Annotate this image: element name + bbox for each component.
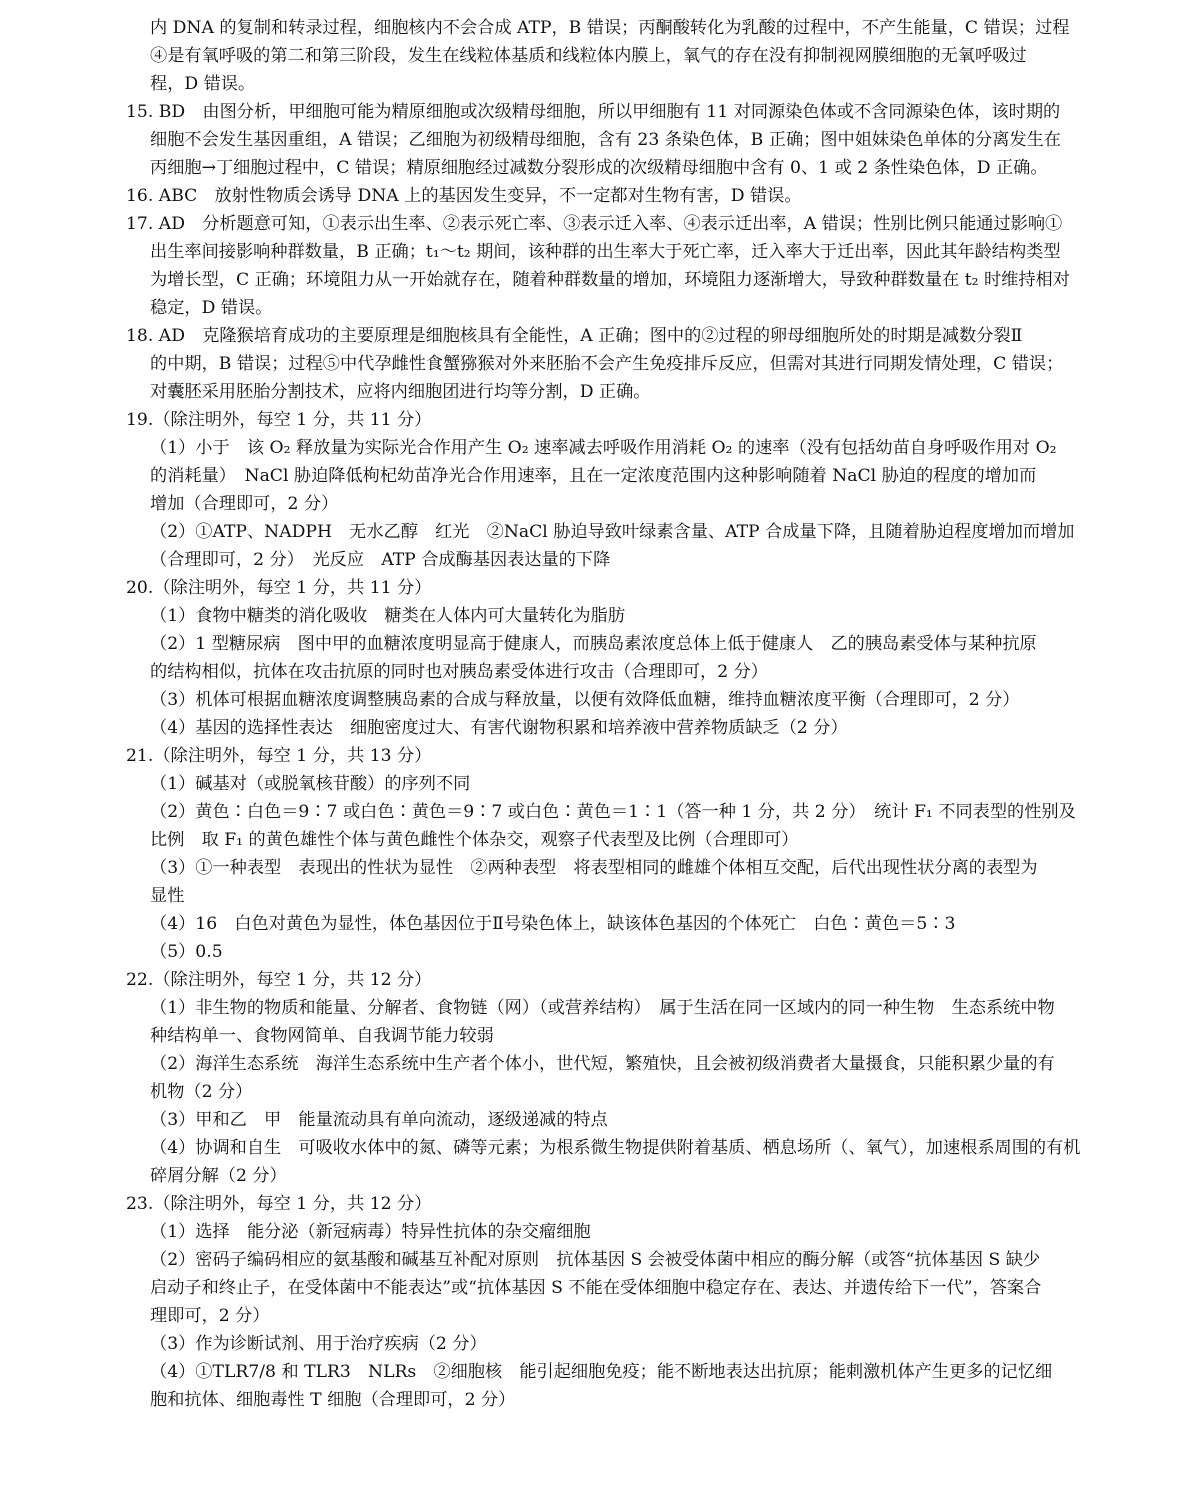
text-line: （1）碱基对（或脱氧核苷酸）的序列不同 — [150, 774, 471, 794]
text-line: 内 DNA 的复制和转录过程，细胞核内不会合成 ATP，B 错误；丙酮酸转化为乳酸的过程中，不产生能量，C 错误；过程 — [150, 18, 1070, 38]
text-line: 胞和抗体、细胞毒性 T 细胞（合理即可，2 分） — [150, 1390, 516, 1410]
text-line: （3）机体可根据血糖浓度调整胰岛素的合成与释放量，以便有效降低血糖，维持血糖浓度平衡（合理即可，2 分） — [150, 690, 1020, 710]
text-line: 的结构相似，抗体在攻击抗原的同时也对胰岛素受体进行攻击（合理即可，2 分） — [150, 662, 768, 682]
text-line: （2）海洋生态系统 海洋生态系统中生产者个体小，世代短，繁殖快，且会被初级消费者大量摄食，只能积累少量的有 — [150, 1054, 1055, 1074]
text-line: 对囊胚采用胚胎分割技术，应将内细胞团进行均等分割，D 正确。 — [150, 382, 651, 402]
text-line: （1）食物中糖类的消化吸收 糖类在人体内可大量转化为脂肪 — [150, 606, 626, 626]
text-line: 显性 — [150, 886, 185, 906]
text-line: （3）①一种表型 表现出的性状为显性 ②两种表型 将表型相同的雌雄个体相互交配，后代出现性状分离的表型为 — [150, 858, 1038, 878]
text-line: 种结构单一、食物网简单、自我调节能力较弱 — [150, 1026, 494, 1046]
answer-21-header: 21.（除注明外，每空 1 分，共 13 分） — [126, 746, 432, 766]
text-line: （3）作为诊断试剂、用于治疗疾病（2 分） — [150, 1334, 487, 1354]
answer-23-header: 23.（除注明外，每空 1 分，共 12 分） — [126, 1194, 432, 1214]
text-line: 稳定，D 错误。 — [150, 298, 273, 318]
answer-15: 15. BD 由图分析，甲细胞可能为精原细胞或次级精母细胞，所以甲细胞有 11 对同源染色体或不含同源染色体，该时期的 — [126, 102, 1061, 122]
text-line: （1）选择 能分泌（新冠病毒）特异性抗体的杂交瘤细胞 — [150, 1222, 591, 1242]
text-line: 细胞不会发生基因重组，A 错误；乙细胞为初级精母细胞，含有 23 条染色体，B 正确；图中姐妹染色单体的分离发生在 — [150, 130, 1061, 150]
text-line: （4）①TLR7/8 和 TLR3 NLRs ②细胞核 能引起细胞免疫；能不断地表达出抗原；能刺激机体产生更多的记忆细 — [150, 1362, 1053, 1382]
text-line: （4）协调和自生 可吸收水体中的氮、磷等元素；为根系微生物提供附着基质、栖息场所（、氧气），加速根系周围的有机 — [150, 1138, 1081, 1158]
answer-16: 16. ABC 放射性物质会诱导 DNA 上的基因发生变异，不一定都对生物有害，D 错误。 — [126, 186, 802, 206]
answer-18: 18. AD 克隆猴培育成功的主要原理是细胞核具有全能性，A 正确；图中的②过程的卵母细胞所处的时期是减数分裂Ⅱ — [126, 326, 1023, 346]
answer-22-header: 22.（除注明外，每空 1 分，共 12 分） — [126, 970, 432, 990]
text-line: ④是有氧呼吸的第二和第三阶段，发生在线粒体基质和线粒体内膜上，氧气的存在没有抑制视网膜细胞的无氧呼吸过 — [150, 46, 1027, 66]
text-line: （4）16 白色对黄色为显性，体色基因位于Ⅱ号染色体上，缺该体色基因的个体死亡 白色∶黄色＝5∶3 — [150, 914, 956, 934]
text-line: 比例 取 F₁ 的黄色雄性个体与黄色雌性个体杂交，观察子代表型及比例（合理即可） — [150, 830, 799, 850]
text-line: 碎屑分解（2 分） — [150, 1166, 287, 1186]
answer-20-header: 20.（除注明外，每空 1 分，共 11 分） — [126, 578, 432, 598]
text-line: （合理即可，2 分） 光反应 ATP 合成酶基因表达量的下降 — [150, 550, 611, 570]
text-line: （1）非生物的物质和能量、分解者、食物链（网）（或营养结构） 属于生活在同一区域内的同一种生物 生态系统中物 — [150, 998, 1055, 1018]
text-line: 的中期，B 错误；过程⑤中代孕雌性食蟹猕猴对外来胚胎不会产生免疫排斥反应，但需对其进行同期发情处理，C 错误； — [150, 354, 1064, 374]
text-line: 程，D 错误。 — [150, 74, 256, 94]
answer-19-header: 19.（除注明外，每空 1 分，共 11 分） — [126, 410, 432, 430]
text-line: 启动子和终止子，在受体菌中不能表达”或“抗体基因 S 不能在受体细胞中稳定存在、表达、并遗传给下一代”，答案合 — [150, 1278, 1042, 1298]
text-line: 出生率间接影响种群数量，B 正确；t₁～t₂ 期间，该种群的出生率大于死亡率，迁入率大于迁出率，因此其年龄结构类型 — [150, 242, 1061, 262]
text-line: 丙细胞→丁细胞过程中，C 错误；精原细胞经过减数分裂形成的次级精母细胞中含有 0、1 或 2 条性染色体，D 正确。 — [150, 158, 1048, 178]
text-line: （2）黄色∶白色＝9∶7 或白色∶黄色＝9∶7 或白色∶黄色＝1∶1（答一种 1 分，共 2 分） 统计 F₁ 不同表型的性别及 — [150, 802, 1076, 822]
text-line: 的消耗量） NaCl 胁迫降低枸杞幼苗净光合作用速率，且在一定浓度范围内这种影响随着 NaCl 胁迫的程度的增加而 — [150, 466, 1037, 486]
text-line: （4）基因的选择性表达 细胞密度过大、有害代谢物积累和培养液中营养物质缺乏（2 分） — [150, 718, 848, 738]
text-line: （1）小于 该 O₂ 释放量为实际光合作用产生 O₂ 速率减去呼吸作用消耗 O₂ 的速率（没有包括幼苗自身呼吸作用对 O₂ — [150, 438, 1057, 458]
text-line: （5）0.5 — [150, 942, 223, 962]
text-line: 机物（2 分） — [150, 1082, 253, 1102]
answer-17: 17. AD 分析题意可知，①表示出生率、②表示死亡率、③表示迁入率、④表示迁出率，A 错误；性别比例只能通过影响① — [126, 214, 1063, 234]
text-line: （2）①ATP、NADPH 无水乙醇 红光 ②NaCl 胁迫导致叶绿素含量、ATP 合成量下降，且随着胁迫程度增加而增加 — [150, 522, 1075, 542]
text-line: （3）甲和乙 甲 能量流动具有单向流动，逐级递减的特点 — [150, 1110, 608, 1130]
text-line: 为增长型，C 正确；环境阻力从一开始就存在，随着种群数量的增加，环境阻力逐渐增大，导致种群数量在 t₂ 时维持相对 — [150, 270, 1070, 290]
text-line: 理即可，2 分） — [150, 1306, 270, 1326]
text-line: （2）密码子编码相应的氨基酸和碱基互补配对原则 抗体基因 S 会被受体菌中相应的酶分解（或答“抗体基因 S 缺少 — [150, 1250, 1041, 1270]
text-line: （2）1 型糖尿病 图中甲的血糖浓度明显高于健康人，而胰岛素浓度总体上低于健康人 乙的胰岛素受体与某种抗原 — [150, 634, 1037, 654]
text-line: 增加（合理即可，2 分） — [150, 494, 339, 514]
